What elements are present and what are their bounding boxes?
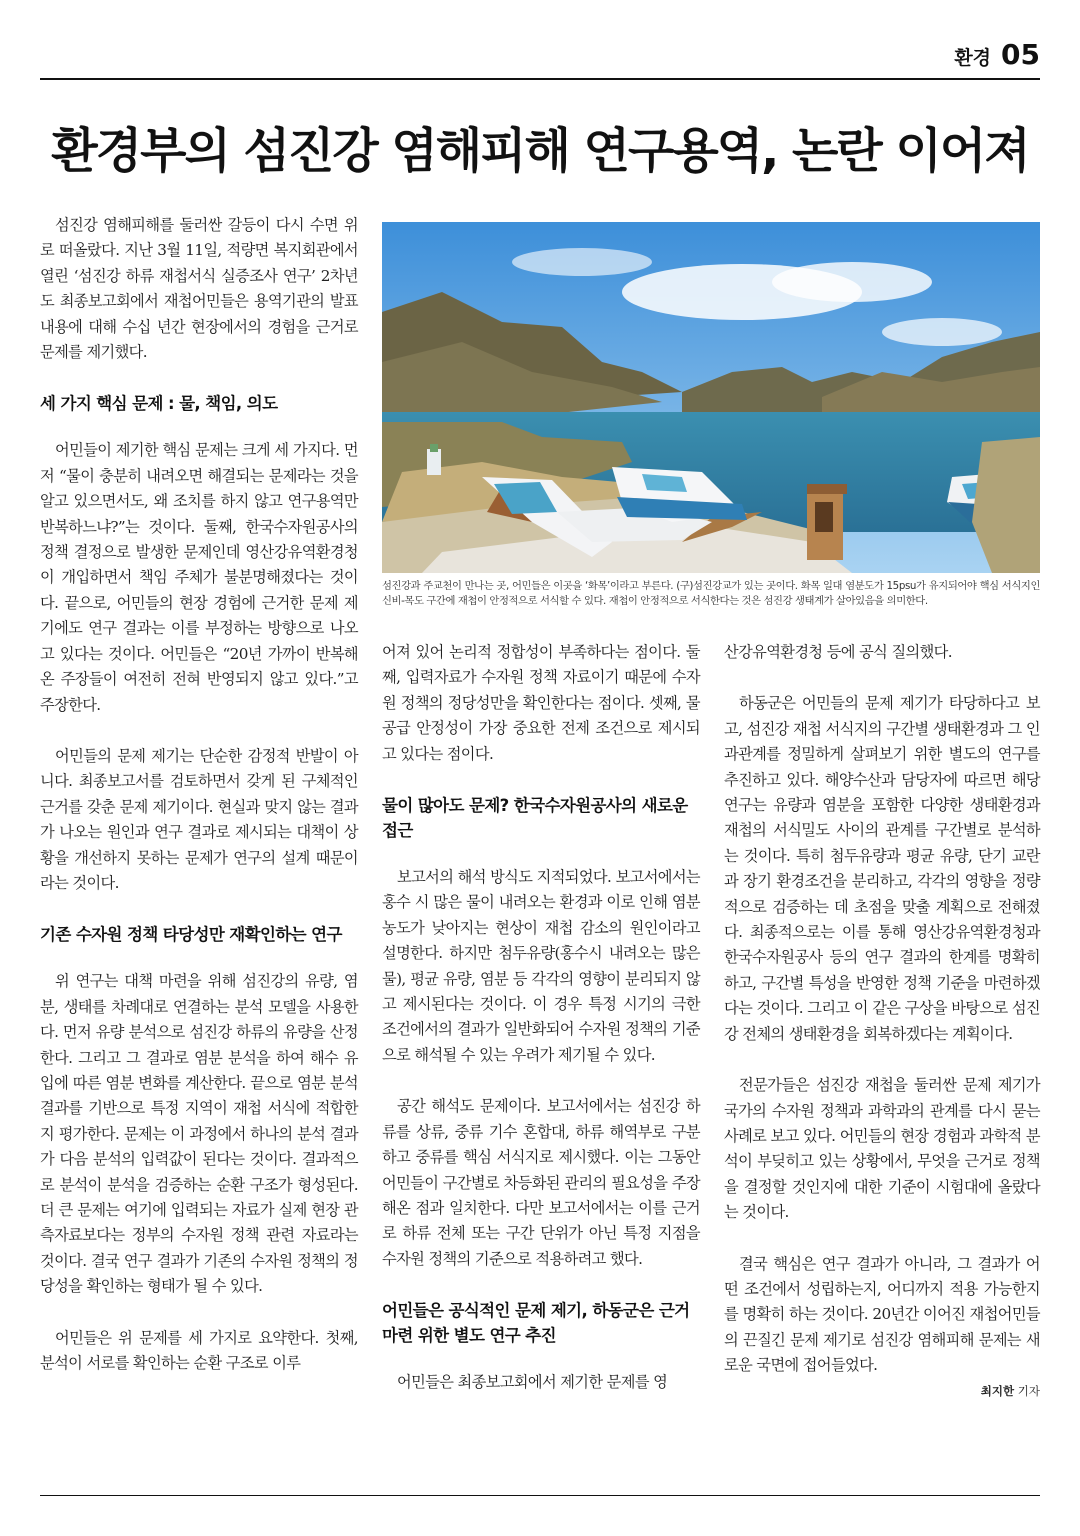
section-name: 환경 [954, 47, 992, 69]
article-column-1 [40, 213, 358, 1402]
article-column-2 [382, 640, 700, 1422]
article-intro: 섬진강 염해피해를 둘러싼 갈등이 다시 수면 위로 떠올랐다. 지난 3월 11일, 적량면 복지회관에서 열린 ‘섬진강 하류 재첩서식 실증조사 연구’ 2차년도 최종보고회에서 재첩어민들은 용역기관의 발표내용에 대해 수십 년간 현장에서의 경험을 근거로 문제를 제기했다. [40, 216, 358, 362]
paragraph-5: 보고서의 해석 방식도 지적되었다. 보고서에서는 홍수 시 많은 물이 내려오는 환경과 이로 인해 염분 농도가 낮아지는 현상이 재첩 감소의 원인이라고 설명한다. 하지만 첨두유량(홍수시 내려오는 많은 물), 평균 유량, 염분 등 각각의 영향이 분리되지 않고 제시된다는 것이다. 이 경우 특정 시기의 극한 조건에서의 결과가 일반화되어 수자원 정책의 기준으로 해석될 수 있는 우려가 제기될 수 있다. [382, 868, 700, 1064]
subheading-3: 물이 많아도 문제? 한국수자원공사의 새로운 접근 [382, 796, 688, 841]
reporter-name: 최지한 [980, 1383, 1015, 1398]
paragraph-4: 어민들은 위 문제를 세 가지로 요약한다. 첫째, 분석이 서로를 확인하는 순환 구조로 이루 [40, 1328, 358, 1373]
paragraph-7-continued: 산강유역환경청 등에 공식 질의했다. [724, 643, 952, 661]
top-rule [40, 78, 1040, 80]
paragraph-9: 전문가들은 섬진강 재첩을 둘러싼 문제 제기가 국가의 수자원 정책과 과학과의 관계를 다시 묻는 사례로 보고 있다. 어민들의 현장 경험과 과학적 분석이 부딪히고 있는 상황에서, 무엇을 근거로 정책을 결정할 것인지에 대한 기준이 시험대에 올랐다는 것이다. [724, 1076, 1040, 1222]
paragraph-2: 어민들의 문제 제기는 단순한 감정적 반발이 아니다. 최종보고서를 검토하면서 갖게 된 구체적인 근거를 갖춘 문제 제기이다. 현실과 맞지 않는 결과가 나오는 원인과 연구 결과로 제시되는 대책이 상황을 개선하지 못하는 문제가 연구의 설계 때문이라는 것이다. [40, 746, 358, 892]
paragraph-6: 공간 해석도 문제이다. 보고서에서는 섬진강 하류를 상류, 중류 기수 혼합대, 하류 해역부로 구분하고 중류를 핵심 서식지로 제시했다. 이는 그동안 어민들이 구간별로 차등화된 관리의 필요성을 주장해온 점과 일치한다. 다만 보고서에서는 이를 근거로 하류 전체 또는 구간 단위가 아닌 특정 지점을 수자원 정책의 기준으로 적용하려고 했다. [382, 1097, 700, 1268]
page-header [954, 38, 1040, 71]
paragraph-1: 어민들이 제기한 핵심 문제는 크게 세 가지다. 먼저 “물이 충분히 내려오면 해결되는 문제라는 것을 알고 있으면서도, 왜 조치를 하지 않고 연구용역만 반복하느냐?”는 것이다. 둘째, 한국수자원공사의 정책 결정으로 발생한 문제인데 영산강유역환경청이 개입하면서 책임 주체가 불분명해졌다는 것이다. 끝으로, 어민들의 현장 경험에 근거한 문제 제기에도 연구 결과는 이를 부정하는 방향으로 나오고 있다는 것이다. 어민들은 “20년 가까이 반복해 온 주장들이 여전히 전혀 반영되지 않고 있다.”고 주장한다. [40, 441, 358, 714]
photo-caption: 섬진강과 주교천이 만나는 곳, 어민들은 이곳을 ‘화목’이라고 부른다. (구)섬진강교가 있는 곳이다. 화목 일대 염분도가 15psu가 유지되어야 핵심 서식지인 신비-목도 구간에 재첩이 안정적으로 서식할 수 있다. 재첩이 안정적으로 서식한다는 것은 섬진강 생태계가 살아있음을 의미한다. [382, 580, 1040, 607]
paragraph-4-continued: 어져 있어 논리적 정합성이 부족하다는 점이다. 둘째, 입력자료가 수자원 정책 자료이기 때문에 수자원 정책의 정당성만을 확인한다는 점이다. 셋째, 물공급 안정성이 가장 중요한 전제 조건으로 제시되고 있다는 점이다. [382, 643, 700, 763]
paragraph-10: 결국 핵심은 연구 결과가 아니라, 그 결과가 어떤 조건에서 성립하는지, 어디까지 적용 가능한지를 명확히 하는 것이다. 20년간 이어진 재첩어민들의 끈질긴 문제 제기로 섬진강 염해피해 문제는 새로운 국면에 접어들었다. [724, 1254, 1040, 1375]
paragraph-7: 어민들은 최종보고회에서 제기한 문제를 영 [397, 1373, 668, 1392]
bottom-rule [40, 1495, 1040, 1496]
page-number: 05 [1001, 38, 1040, 71]
subheading-1: 세 가지 핵심 문제 : 물, 책임, 의도 [40, 394, 278, 414]
paragraph-8: 하동군은 어민들의 문제 제기가 타당하다고 보고, 섬진강 재첩 서식지의 구간별 생태환경과 그 인과관계를 정밀하게 살펴보기 위한 별도의 연구를 추진하고 있다. 해양수산과 담당자에 따르면 해당 연구는 유량과 염분을 포함한 다양한 생태환경과 재첩의 서식밀도 사이의 관계를 구간별로 분석하는 것이다. 특히 첨두유량과 평균 유량, 단기 교란과 장기 환경조건을 분리하고, 각각의 영향을 정량적으로 검증하는 데 초점을 맞출 계획으로 전해졌다. 최종적으로는 이를 통해 영산강유역환경청과 한국수자원공사 등의 연구 결과의 한계를 명확히 하고, 구간별 특성을 반영한 정책 기준을 마련하겠다는 것이다. 그리고 이 같은 구상을 바탕으로 섬진강 전체의 생태환경을 회복하겠다는 계획이다. [724, 694, 1040, 1043]
subheading-4: 어민들은 공식적인 문제 제기, 하동군은 근거 마련 위한 별도 연구 추진 [382, 1301, 690, 1346]
headline: 환경부의 섬진강 염해피해 연구용역, 논란 이어져 [51, 123, 1029, 179]
river-photo [382, 222, 1040, 573]
reporter-title: 기자 [1017, 1383, 1040, 1398]
byline [724, 1383, 1040, 1399]
article-column-3 [724, 640, 1040, 1399]
subheading-2: 기존 수자원 정책 타당성만 재확인하는 연구 [40, 925, 342, 945]
paragraph-3: 위 연구는 대책 마련을 위해 섬진강의 유량, 염분, 생태를 차례대로 연결하는 분석 모델을 사용한다. 먼저 유량 분석으로 섬진강 하류의 유량을 산정한다. 그리고 그 결과로 염분 분석을 하여 해수 유입에 따른 염분 변화를 계산한다. 끝으로 염분 분석 결과를 기반으로 특정 지역이 재첩 서식에 적합한지 평가한다. 문제는 이 과정에서 하나의 분석 결과가 다음 분석의 입력값이 된다는 것이다. 결과적으로 분석이 분석을 검증하는 순환 구조가 형성된다. 더 큰 문제는 여기에 입력되는 자료가 실제 현장 관측자료보다는 정부의 수자원 정책 관련 자료라는 것이다. 결국 연구 결과가 기존의 수자원 정책의 정당성을 확인하는 형태가 될 수 있다. [40, 972, 358, 1296]
